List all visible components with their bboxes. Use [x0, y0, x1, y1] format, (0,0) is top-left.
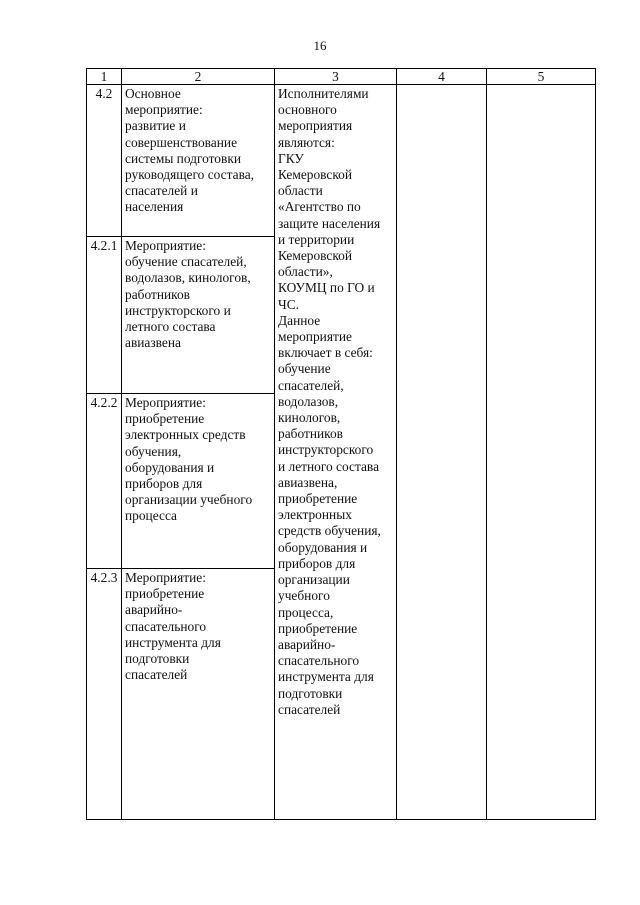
measure-description: Мероприятие: приобретение электронных средств обучения, оборудования и приборов для организации учебного процесса [122, 394, 275, 569]
measures-table [86, 68, 596, 820]
executors-cell: Исполнителями основного мероприятия являются: ГКУ Кемеровской области «Агентство по защите населения и территории Кемеровской области», КОУМЦ по ГО и ЧС. Данное мероприятие включает в себя: обучение спасателей, водолазов, кинологов, работников инструкторского и летного состава авиазвена, приобретение электронных средств обучения, оборудования и приборов для организации учебного процесса, приобретение аварийно- спасательного инструмента для подготовки спасателей [275, 85, 397, 820]
page-number: 16 [313, 38, 327, 53]
measure-description: Мероприятие: обучение спасателей, водолазов, кинологов, работников инструкторского и летного состава авиазвена [122, 237, 275, 394]
col-5-cell [487, 85, 596, 820]
header-col-2: 2 [122, 69, 275, 85]
col-4-cell [397, 85, 487, 820]
row-number: 4.2.3 [87, 569, 122, 820]
row-number: 4.2.1 [87, 237, 122, 394]
header-col-5: 5 [487, 69, 596, 85]
measure-description: Основное мероприятие: развитие и совершенствование системы подготовки руководящего состава, спасателей и населения [122, 85, 275, 237]
header-col-1: 1 [87, 69, 122, 85]
header-row [87, 69, 596, 85]
header-col-4: 4 [397, 69, 487, 85]
table-row [87, 85, 596, 237]
header-col-3: 3 [275, 69, 397, 85]
measure-description: Мероприятие: приобретение аварийно- спасательного инструмента для подготовки спасателей [122, 569, 275, 820]
row-number: 4.2 [87, 85, 122, 237]
row-number: 4.2.2 [87, 394, 122, 569]
